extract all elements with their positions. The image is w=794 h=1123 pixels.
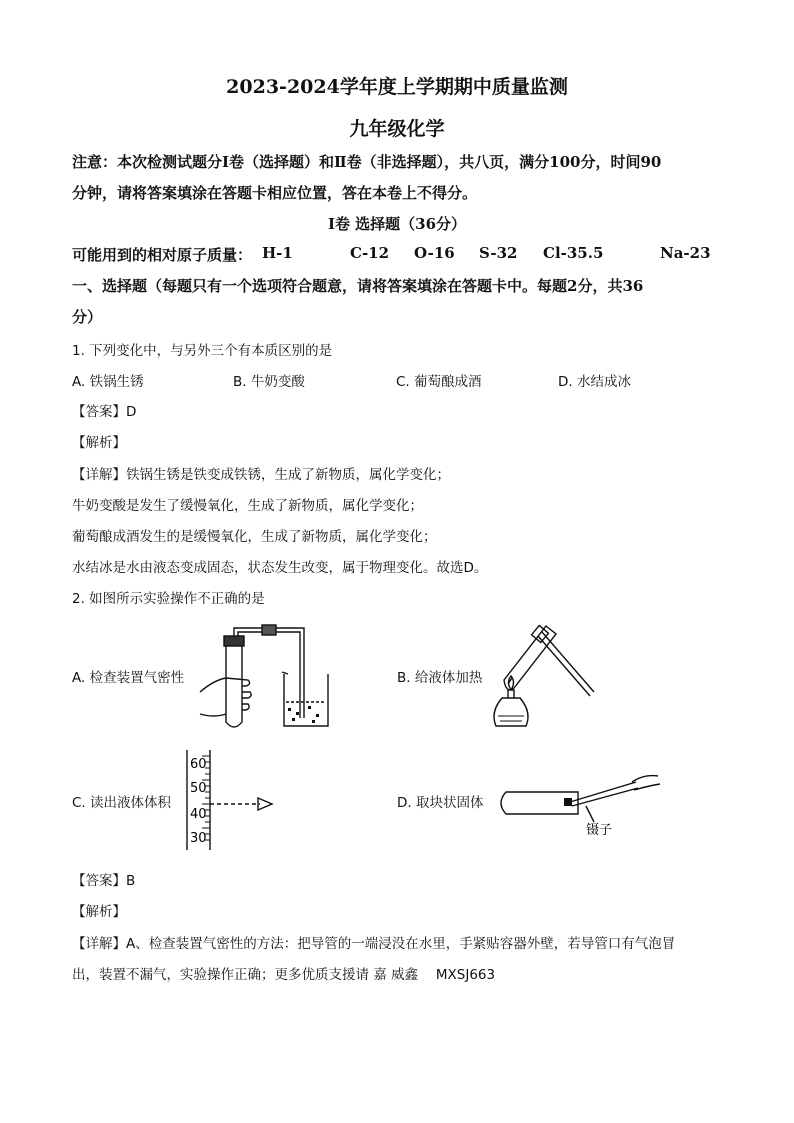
atomic-mass-na: Na-23 [660, 244, 711, 262]
figure-heating-liquid [482, 618, 607, 738]
cylinder-tick-label: 30 [190, 831, 207, 846]
q1-option-a: A. 铁锅生锈 [72, 374, 144, 390]
q1-detail-line: 【详解】铁锅生锈是铁变成铁锈，生成了新物质，属化学变化； [72, 467, 450, 483]
q2-analysis-label: 【解析】 [72, 904, 126, 920]
figure-take-solid [494, 772, 664, 836]
q2-answer: 【答案】B [72, 873, 136, 889]
q1-detail-line: 葡萄酿成酒发生的是缓慢氧化，生成了新物质，属化学变化； [72, 529, 437, 545]
q2-option-d: D. 取块状固体 [397, 795, 484, 811]
section-title: Ⅰ卷 选择题（36分） [327, 215, 467, 233]
page-subtitle: 九年级化学 [349, 118, 445, 140]
tweezers-label: 镊子 [586, 823, 613, 838]
cylinder-tick-label: 50 [190, 781, 207, 796]
atomic-mass-label: 可能用到的相对原子质量： [72, 246, 253, 264]
notice-line-2: 分钟，请将答案填涂在答题卡相应位置，答在本卷上不得分。 [72, 184, 478, 202]
part1-heading-line-1: 一、选择题（每题只有一个选项符合题意，请将答案填涂在答题卡中。每题2分，共36 [72, 277, 644, 295]
q1-analysis-label: 【解析】 [72, 435, 126, 451]
atomic-mass-s: S-32 [479, 244, 518, 262]
q2-stem: 2. 如图所示实验操作不正确的是 [72, 591, 265, 607]
q1-option-d: D. 水结成冰 [558, 374, 631, 390]
q2-option-a: A. 检查装置气密性 [72, 670, 185, 686]
q1-detail-line: 水结冰是水由液态变成固态，状态发生改变，属于物理变化。故选D。 [72, 560, 488, 576]
q2-option-c: C. 读出液体体积 [72, 795, 172, 811]
part1-heading-line-2: 分） [72, 308, 103, 326]
q2-detail-line: 出，装置不漏气，实验操作正确；更多优质支援请 嘉 威鑫 MXSJ663 [72, 967, 496, 983]
page-title: 2023-2024学年度上学期期中质量监测 [226, 76, 568, 98]
q1-option-c: C. 葡萄酿成酒 [396, 374, 482, 390]
atomic-mass-h: H-1 [262, 244, 293, 262]
q1-detail-line: 牛奶变酸是发生了缓慢氧化，生成了新物质，属化学变化； [72, 498, 423, 514]
q1-option-b: B. 牛奶变酸 [233, 374, 305, 390]
cylinder-tick-label: 40 [190, 807, 207, 822]
figure-airtightness-check [196, 622, 341, 732]
q1-stem: 1. 下列变化中，与另外三个有本质区别的是 [72, 343, 333, 359]
q2-detail-line: 【详解】A、检查装置气密性的方法：把导管的一端浸没在水里，手紧贴容器外壁，若导管口有气泡冒 [72, 936, 676, 952]
figure-read-cylinder [184, 748, 284, 856]
atomic-mass-cl: Cl-35.5 [543, 244, 604, 262]
notice-line-1: 注意：本次检测试题分Ⅰ卷（选择题）和Ⅱ卷（非选择题），共八页，满分100分，时间90 [72, 153, 662, 171]
q1-answer: 【答案】D [72, 404, 137, 420]
atomic-mass-c: C-12 [350, 244, 390, 262]
cylinder-tick-label: 60 [190, 757, 207, 772]
atomic-mass-o: O-16 [414, 244, 455, 262]
q2-option-b: B. 给液体加热 [397, 670, 483, 686]
